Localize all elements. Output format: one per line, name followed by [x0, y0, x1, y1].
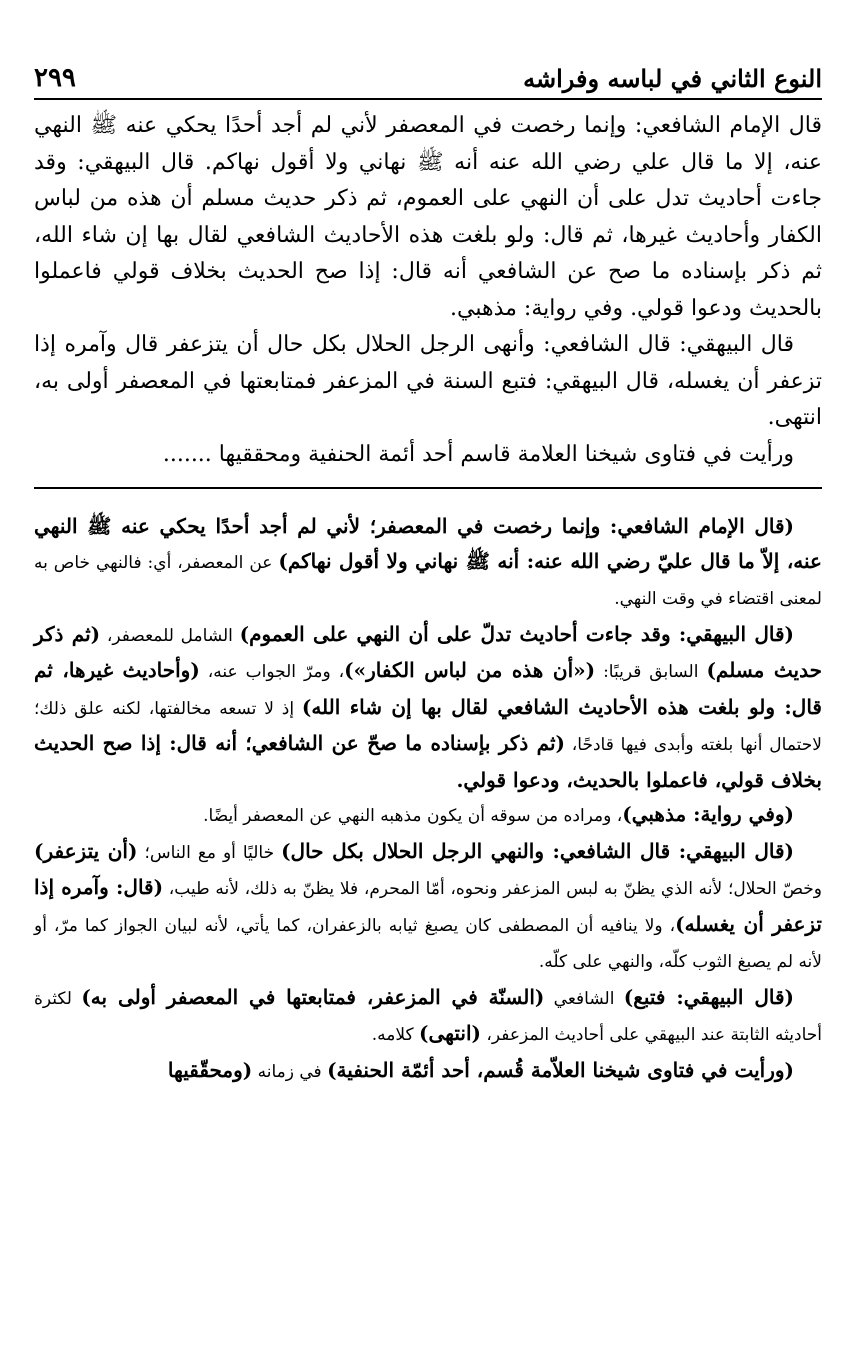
quoted-text: (انتهى): [419, 1021, 481, 1045]
quoted-text: (ثم ذكر حديث مسلم): [34, 621, 822, 682]
commentary-text: الشامل للمعصفر،: [100, 625, 240, 646]
commentary-text: كلامه.: [371, 1025, 419, 1045]
matn-paragraph-2: قال البيهقي: قال الشافعي: وأنهى الرجل الحلال بكل حال أن يتزعفر قال وآمره إذا تزعفر أن يغسله، قال البيهقي: فتبع السنة في المزعفر فمتابعتها في المعصفر أولى به، انتهى.: [34, 332, 822, 430]
quoted-text: (أن يتزعفر): [34, 838, 138, 863]
quoted-text: (ورأيت في فتاوى شيخنا العلاّمة قُسم، أحد أئمّة الحنفية): [327, 1057, 794, 1082]
quoted-text: (قال البيهقي: وقد جاءت أحاديث تدلّ على أن النهي على العموم): [239, 621, 794, 646]
quoted-text: (ثم ذكر بإسناده ما صحّ عن الشافعي؛ أنه قال: إذا صح الحديث بخلاف قولي، فاعملوا بالحديث، ودعوا قولي.: [34, 731, 822, 792]
commentary-text: وخصّ الحلال؛ لأنه الذي يظنّ به لبس المزعفر ونحوه، أمّا المحرم، فلا يظنّ به ذلك، لأنه طيب،: [163, 879, 822, 899]
commentary-text: ، ومراده من سوقه أن يكون مذهبه النهي عن المعصفر أيضًا.: [203, 806, 623, 826]
commentary-text: ، ومرّ الجواب عنه،: [199, 662, 345, 682]
quoted-text: (قال البيهقي: فتبع): [623, 984, 794, 1009]
matn-paragraph-1: قال الإمام الشافعي: وإنما رخصت في المعصفر لأني لم أجد أحدًا يحكي عنه ﷺ النهي عنه، إلا ما قال علي رضي الله عنه أنه ﷺ نهاني ولا أقول نهاكم. قال البيهقي: وقد جاءت أحاديث تدل على أن النهي على العموم، ثم ذكر حديث مسلم أن هذه من لباس الكفار وأحاديث غيرها، ثم قال: ولو بلغت هذه الأحاديث الشافعي لقال بها إن شاء الله، ثم ذكر بإسناده ما صح عن الشافعي أنه قال: إذا صح الحديث بخلاف قولي فاعملوا بالحديث ودعوا قولي. وفي رواية: مذهبي.: [34, 113, 822, 321]
commentary-text: عن المعصفر، أي: فالنهي خاص به لمعنى اقتضاء في وقت النهي.: [34, 552, 822, 609]
commentary-text: خاليًا أو مع الناس؛: [137, 842, 282, 863]
commentary-text: في زمانه: [252, 1061, 328, 1082]
commentary-text: إذ لا تسعه مخالفتها، لكنه علق ذلك؛ لاحتمال أنها بلغته وأبدى فيها قادحًا،: [34, 698, 822, 755]
main-text: [34, 108, 822, 473]
page-header: [34, 58, 822, 100]
quoted-text: (وأحاديث غيرها، ثم قال: ولو بلغت هذه الأحاديث الشافعي لقال بها إن شاء الله): [34, 658, 822, 719]
quoted-text: (وفي رواية: مذهبي): [622, 802, 794, 826]
section-divider: [34, 487, 822, 489]
quoted-text: (قال: وآمره إذا تزعفر أن يغسله): [34, 875, 822, 936]
quoted-text: (السنّة في المزعفر، فمتابعتها في المعصفر أولى به): [81, 984, 545, 1009]
commentary-paragraph-3: [34, 797, 822, 834]
matn-paragraph-3: ورأيت في فتاوى شيخنا العلامة قاسم أحد أئمة الحنفية ومحققيها .......: [162, 441, 794, 467]
book-page: [34, 58, 822, 1089]
commentary-text: السابق قريبًا:: [595, 662, 707, 682]
page-number: ٢٩٩: [34, 63, 76, 93]
commentary: [34, 509, 822, 1089]
commentary-paragraph-1: [34, 509, 822, 617]
commentary-paragraph-6: [34, 1053, 822, 1090]
quoted-text: («أن هذه من لباس الكفار»): [344, 658, 596, 682]
quoted-text: (ومحقّقيها: [167, 1057, 253, 1082]
commentary-paragraph-5: [34, 980, 822, 1053]
quoted-text: (قال الإمام الشافعي: وإنما رخصت في المعصفر؛ لأني لم أجد أحدًا يحكي عنه ﷺ النهي عنه، إلاّ ما قال عليّ رضي الله عنه: أنه ﷺ نهاني ولا أقول نهاكم): [34, 514, 822, 573]
commentary-text: ، ولا ينافيه أن المصطفى كان يصبغ ثيابه بالزعفران، كما يأتي، لأنه لبيان الجواز كما مرّ، أو لأنه لم يصبغ الثوب كلّه، والنهي على كلّه.: [34, 915, 822, 972]
commentary-paragraph-4: [34, 834, 822, 980]
quoted-text: (قال البيهقي: قال الشافعي: والنهي الرجل الحلال بكل حال): [281, 838, 795, 863]
commentary-text: الشافعي: [544, 988, 624, 1009]
commentary-text: لكثرة أحاديثه الثابتة عند البيهقي على أحاديث المزعفر،: [34, 988, 822, 1045]
running-title: النوع الثاني في لباسه وفراشه: [523, 63, 822, 93]
commentary-paragraph-2: [34, 617, 822, 798]
